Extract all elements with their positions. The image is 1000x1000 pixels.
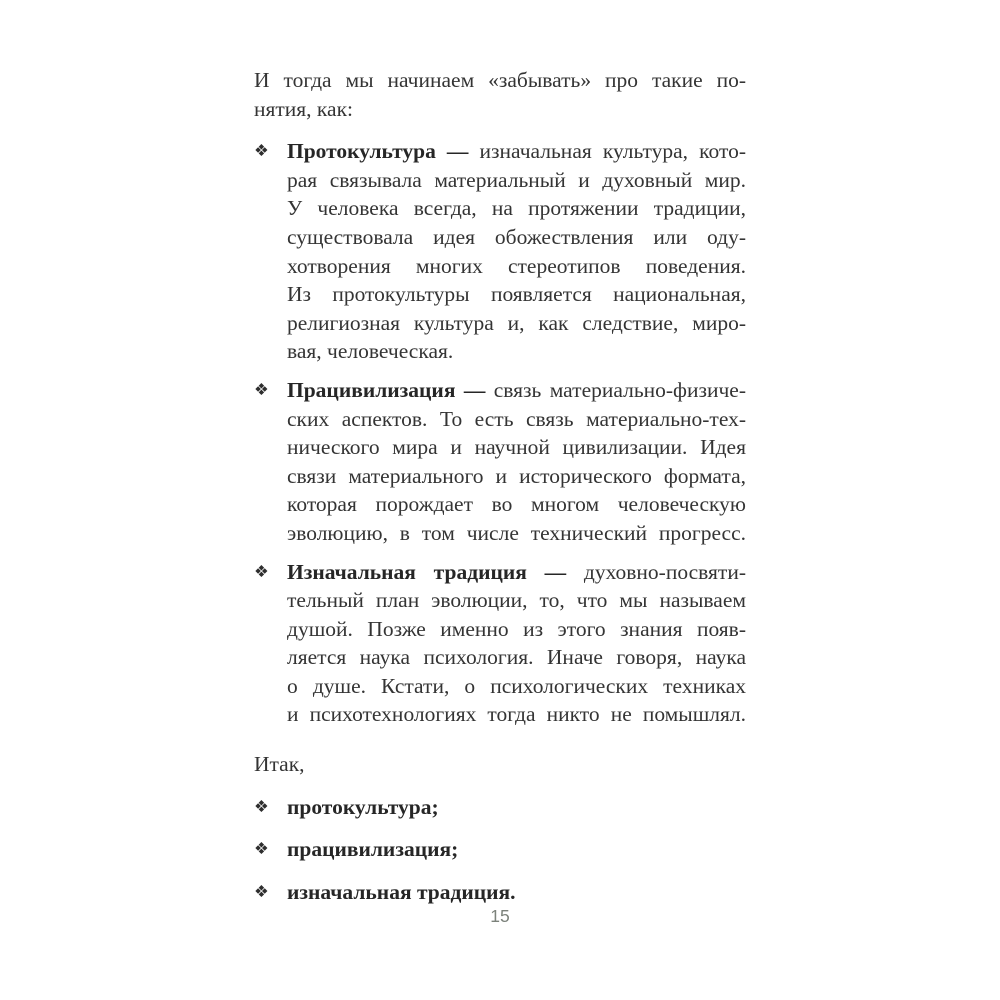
list-item-protoculture: [254, 793, 746, 822]
diamond-bullet-icon: ❖: [254, 379, 269, 399]
bullet-lines: [287, 166, 746, 366]
text-line: вая, человеческая.: [287, 339, 454, 364]
intro-paragraph: [254, 66, 746, 123]
text-line: хотворения многих стереотипов поведения.: [287, 253, 746, 278]
text-line: И тогда мы начинаем «забывать» про такие по-: [254, 68, 746, 92]
text-line: ляется наука психология. Иначе говоря, наука: [287, 645, 746, 670]
text-line: нического мира и научной цивилизации. Идея: [287, 435, 746, 460]
text-line: нятия, как:: [254, 96, 354, 121]
list-item-label: изначальная традиция.: [287, 879, 516, 904]
bullet-first-line-rest: духовно-посвяти-: [566, 559, 746, 584]
bullet-term: Протокультура —: [287, 139, 469, 164]
bullet-body: [287, 137, 746, 366]
text-line: тельный план эволюции, то, что мы называем: [287, 588, 746, 613]
text-line: душой. Позже именно из этого знания появ-: [287, 616, 746, 641]
page-number: 15: [490, 906, 510, 926]
bullet-item-pracivilization: [254, 376, 746, 548]
bullet-first-line: [287, 376, 746, 405]
diamond-bullet-icon: ❖: [254, 796, 269, 816]
text-line: эволюцию, в том числе технический прогресс.: [287, 520, 746, 545]
bullet-first-line: [287, 558, 746, 587]
list-item-primordial-tradition: [254, 878, 746, 907]
text-line: связи материального и исторического формата,: [287, 463, 746, 488]
list-item-label: протокультура;: [287, 794, 439, 819]
bullet-first-line-rest: связь материально-физиче-: [485, 377, 746, 402]
bullet-term: Изначальная традиция —: [287, 559, 567, 584]
bullet-term: Працивилизация —: [287, 377, 486, 402]
bullet-first-line-rest: изначальная культура, кото-: [468, 139, 746, 164]
text-line: которая порождает во многом человеческую: [287, 492, 746, 517]
text-line: существовала идея обожествления или оду-: [287, 224, 746, 249]
bullet-item-protoculture: [254, 137, 746, 366]
bullet-body: [287, 376, 746, 548]
bullet-item-primordial-tradition: [254, 558, 746, 730]
diamond-bullet-icon: ❖: [254, 839, 269, 859]
page-content: [254, 66, 746, 906]
list-item-label: працивилизация;: [287, 837, 459, 862]
text-line: У человека всегда, на протяжении традиции,: [287, 196, 746, 221]
list-item-pracivilization: [254, 835, 746, 864]
text-line: религиозная культура и, как следствие, миро-: [287, 310, 746, 335]
diamond-bullet-icon: ❖: [254, 561, 269, 581]
bullet-lines: [287, 405, 746, 548]
bullet-body: [287, 558, 746, 730]
text-line: Из протокультуры появляется национальная,: [287, 282, 746, 307]
text-line: о душе. Кстати, о психологических техниках: [287, 673, 746, 698]
text-line: рая связывала материальный и духовный мир.: [287, 167, 746, 192]
text-line: и психотехнологиях тогда никто не помышлял.: [287, 702, 746, 727]
text-line: ских аспектов. То есть связь материально-тех-: [287, 406, 746, 431]
bullet-lines: [287, 586, 746, 729]
diamond-bullet-icon: ❖: [254, 881, 269, 901]
itak-lead-in: Итак,: [254, 752, 305, 777]
bullet-first-line: [287, 137, 746, 166]
diamond-bullet-icon: ❖: [254, 141, 269, 161]
